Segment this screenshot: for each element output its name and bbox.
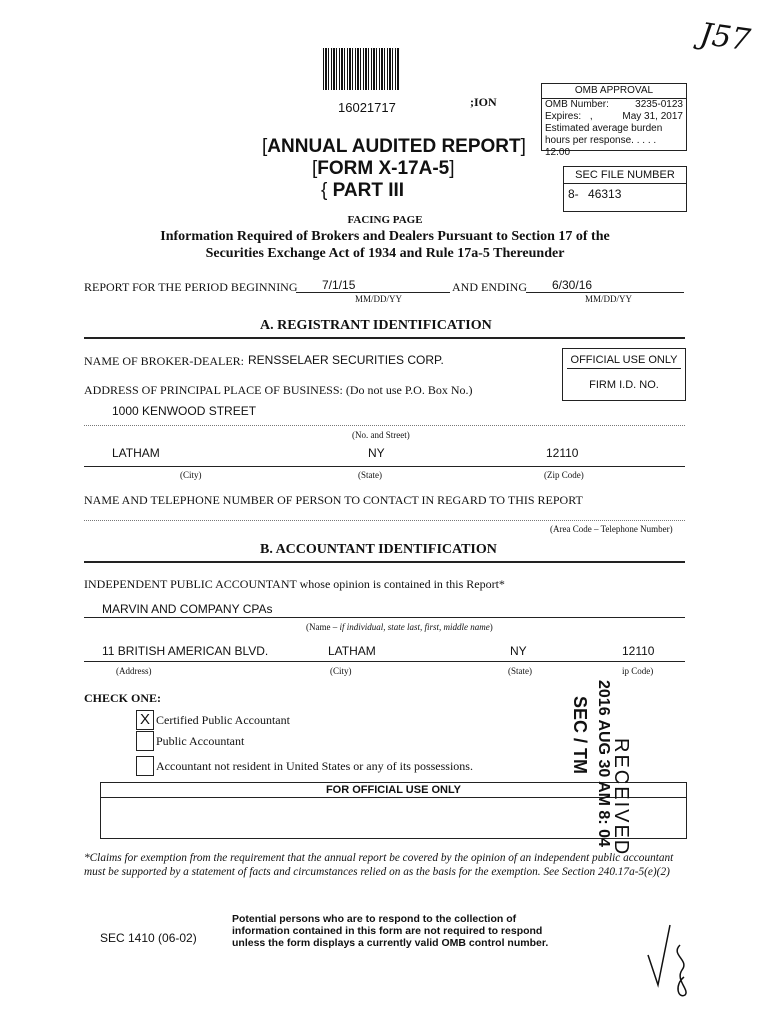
period-begin-format: MM/DD/YY bbox=[355, 294, 403, 304]
sec-file-prefix: 8- bbox=[568, 187, 579, 201]
sec-file-number: 46313 bbox=[588, 187, 622, 201]
omb-burden-line2: hours per response. . . . . 12.00 bbox=[545, 135, 657, 158]
omb-expires-label: Expires: bbox=[545, 111, 582, 122]
section-a-heading: A. REGISTRANT IDENTIFICATION bbox=[260, 318, 492, 333]
claims-footnote: *Claims for exemption from the requirement that the annual report be covered by the opinion of an independent public accountant must be supported by a statement of facts and circumstances relied on as the basis for the exemption. See Section 240.17a-5(e)(2) bbox=[84, 852, 674, 878]
city-caption: (City) bbox=[180, 470, 202, 480]
broker-dealer-label: NAME OF BROKER-DEALER: bbox=[84, 354, 245, 368]
address-label: ADDRESS OF PRINCIPAL PLACE OF BUSINESS: (Do not use P.O. Box No.) bbox=[84, 383, 473, 397]
zip-caption: (Zip Code) bbox=[544, 470, 584, 480]
acct-city[interactable]: LATHAM bbox=[328, 644, 376, 658]
omb-expires-sep: , bbox=[589, 111, 593, 122]
handwritten-signature bbox=[640, 915, 700, 1000]
option-certified-label: Certified Public Accountant bbox=[156, 713, 290, 727]
zip-value[interactable]: 12110 bbox=[546, 446, 579, 460]
option-public-label: Public Accountant bbox=[156, 734, 245, 748]
accountant-label: INDEPENDENT PUBLIC ACCOUNTANT whose opinion is contained in this Report* bbox=[84, 577, 505, 591]
acct-zip-caption: ip Code) bbox=[622, 666, 654, 676]
stamp-received: RECEIVED bbox=[610, 738, 632, 857]
sec-file-label: SEC FILE NUMBER bbox=[564, 167, 686, 184]
acct-state[interactable]: NY bbox=[510, 644, 527, 658]
title-form: FORM X-17A-5 bbox=[317, 158, 450, 179]
omb-title: OMB APPROVAL bbox=[542, 84, 686, 99]
checkbox-nonresident[interactable] bbox=[136, 756, 154, 776]
acct-address[interactable]: 11 BRITISH AMERICAN BLVD. bbox=[102, 644, 269, 658]
sec-file-number-box bbox=[563, 166, 687, 212]
notice-line1: Potential persons who are to respond to the collection of bbox=[232, 913, 517, 925]
city-value[interactable]: LATHAM bbox=[112, 446, 160, 460]
stamp-date: 2016 AUG 30 AM 8: 04 bbox=[595, 680, 612, 847]
acct-state-caption: (State) bbox=[508, 666, 532, 676]
period-end-value[interactable]: 6/30/16 bbox=[552, 278, 593, 292]
received-stamp bbox=[566, 676, 686, 857]
title-part: PART III bbox=[332, 180, 405, 201]
period-begin-label: REPORT FOR THE PERIOD BEGINNING bbox=[84, 280, 298, 294]
form-code: SEC 1410 (06-02) bbox=[100, 931, 197, 945]
check-one-label: CHECK ONE: bbox=[84, 691, 162, 705]
contact-label: NAME AND TELEPHONE NUMBER OF PERSON TO CONTACT IN REGARD TO THIS REPORT bbox=[84, 493, 583, 507]
area-code-caption: (Area Code – Telephone Number) bbox=[550, 524, 673, 534]
part-title: { PART III bbox=[321, 180, 405, 201]
for-official-use-label: FOR OFFICIAL USE ONLY bbox=[101, 783, 686, 798]
form-title: [FORM X-17A-5] bbox=[312, 158, 455, 179]
state-value[interactable]: NY bbox=[368, 446, 385, 460]
checkbox-public[interactable] bbox=[136, 731, 154, 751]
heading-line2: Securities Exchange Act of 1934 and Rule 17a-5 Thereunder bbox=[205, 246, 565, 261]
omb-expires: May 31, 2017 bbox=[622, 111, 683, 122]
report-title: [ANNUAL AUDITED REPORT] bbox=[262, 136, 526, 157]
notice-line2: information contained in this form are not required to respond bbox=[232, 925, 543, 937]
title-annual: ANNUAL AUDITED REPORT bbox=[267, 136, 521, 157]
agency-fragment: ;ION bbox=[470, 95, 497, 109]
firm-id-label: FIRM I.D. NO. bbox=[589, 379, 659, 391]
heading-line1: Information Required of Brokers and Dealers Pursuant to Section 17 of the bbox=[160, 229, 610, 244]
omb-number: 3235-0123 bbox=[635, 99, 683, 110]
accountant-name[interactable]: MARVIN AND COMPANY CPAs bbox=[102, 602, 273, 616]
omb-notice bbox=[232, 913, 548, 949]
state-caption: (State) bbox=[358, 470, 382, 480]
name-caption-suffix: ) bbox=[489, 622, 493, 632]
omb-approval-box bbox=[541, 83, 687, 158]
street-value[interactable]: 1000 KENWOOD STREET bbox=[112, 404, 257, 418]
street-caption: (No. and Street) bbox=[352, 430, 410, 440]
omb-number-label: OMB Number: bbox=[545, 99, 609, 110]
stamp-sec: SEC / TM bbox=[570, 696, 590, 775]
option-nonresident-label: Accountant not resident in United States or any of its possessions. bbox=[156, 759, 473, 773]
acct-city-caption: (City) bbox=[330, 666, 352, 676]
omb-burden-line1: Estimated average burden bbox=[545, 123, 663, 134]
name-caption bbox=[306, 622, 493, 632]
barcode bbox=[323, 48, 400, 90]
checkbox-certified[interactable]: X bbox=[136, 710, 154, 730]
broker-dealer-name[interactable]: RENSSELAER SECURITIES CORP. bbox=[248, 353, 444, 367]
facing-page-label: FACING PAGE bbox=[347, 214, 423, 226]
address-caption: (Address) bbox=[116, 666, 152, 676]
acct-zip[interactable]: 12110 bbox=[622, 644, 655, 658]
official-use-label: OFFICIAL USE ONLY bbox=[567, 349, 681, 369]
notice-line3: unless the form displays a currently valid OMB control number. bbox=[232, 937, 549, 949]
section-b-heading: B. ACCOUNTANT IDENTIFICATION bbox=[260, 542, 497, 557]
handwritten-initials: J57 bbox=[697, 16, 753, 59]
period-end-label: AND ENDING bbox=[452, 280, 527, 294]
official-use-box bbox=[562, 348, 686, 401]
name-caption-prefix: (Name – bbox=[306, 622, 340, 632]
period-begin-value[interactable]: 7/1/15 bbox=[322, 278, 356, 292]
period-end-format: MM/DD/YY bbox=[585, 294, 633, 304]
doc-number: 16021717 bbox=[338, 100, 396, 115]
name-caption-italic: if individual, state last, first, middle name bbox=[339, 622, 490, 632]
